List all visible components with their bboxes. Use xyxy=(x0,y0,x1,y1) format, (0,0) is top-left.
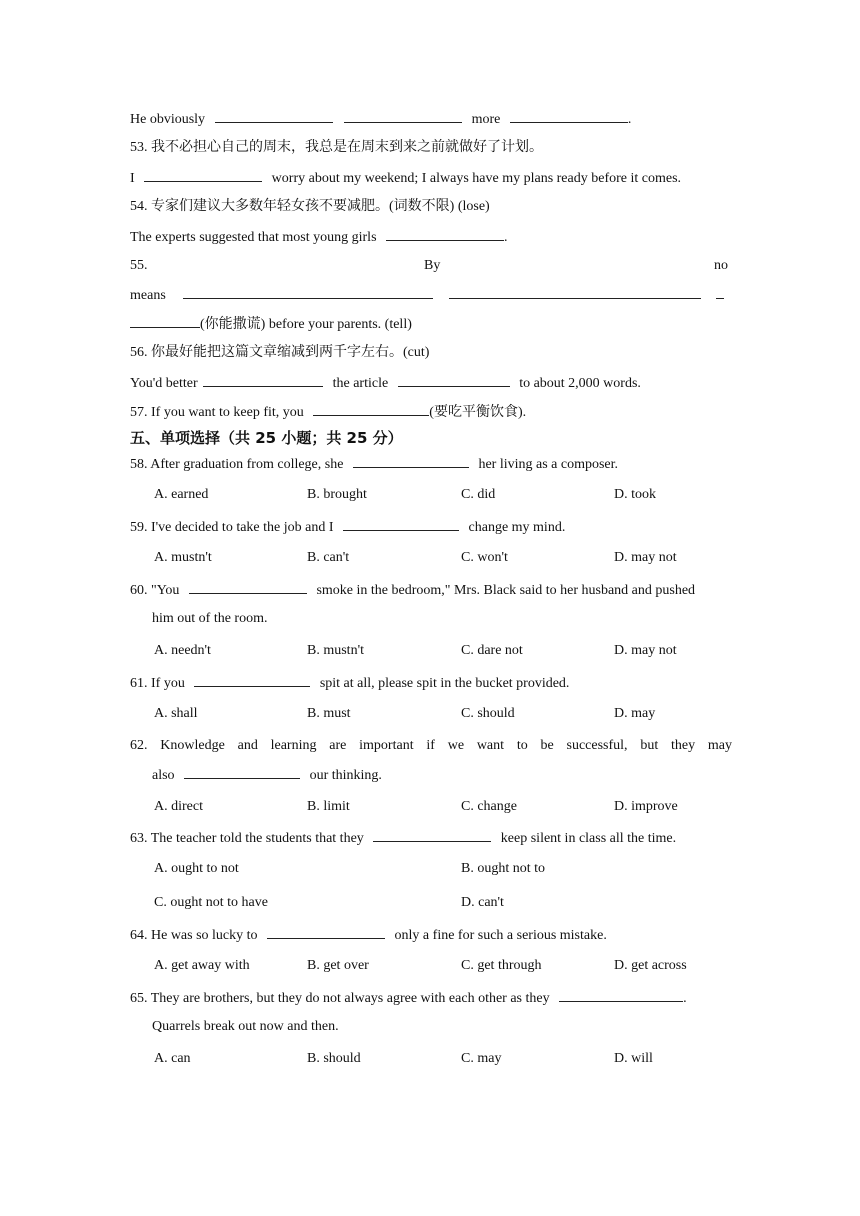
q55-tail: (你能撒谎) before your parents. (tell) xyxy=(200,317,412,332)
q52-text-c: . xyxy=(627,112,632,127)
q57-text-a: 57. If you want to keep fit, you xyxy=(130,405,304,420)
question-60 xyxy=(130,580,695,601)
question-stem: 64. He was so lucky to xyxy=(130,928,258,943)
q57-text-b: (要吃平衡饮食). xyxy=(429,405,527,420)
question-stem-after: smoke in the bedroom," Mrs. Black said to her husband and pushed xyxy=(316,583,696,598)
option-c[interactable]: C. get through xyxy=(461,958,542,973)
option-a[interactable]: A. direct xyxy=(154,799,203,814)
question-58 xyxy=(130,454,618,475)
answer-blank[interactable] xyxy=(215,109,333,123)
option-d[interactable]: D. may not xyxy=(614,550,677,565)
option-a[interactable]: A. needn't xyxy=(154,643,211,658)
option-c[interactable]: C. ought not to have xyxy=(154,895,268,910)
answer-blank[interactable] xyxy=(398,373,510,387)
option-a[interactable]: A. mustn't xyxy=(154,550,212,565)
q57-answer-line xyxy=(130,402,526,423)
option-b[interactable]: B. mustn't xyxy=(307,643,364,658)
question-59 xyxy=(130,517,565,538)
q55-no: no xyxy=(714,258,728,273)
q52-text-b: more xyxy=(471,112,501,127)
answer-blank[interactable] xyxy=(130,314,200,328)
answer-blank[interactable] xyxy=(386,227,504,241)
question-stem-after: keep silent in class all the time. xyxy=(500,831,677,846)
option-d[interactable]: D. improve xyxy=(614,799,678,814)
question-65 xyxy=(130,988,687,1009)
option-d[interactable]: D. may not xyxy=(614,643,677,658)
question-64 xyxy=(130,925,607,946)
question-stem-after: only a fine for such a serious mistake. xyxy=(394,928,607,943)
q55-number: 55. xyxy=(130,258,148,273)
q54-chinese: 54. 专家们建议大多数年轻女孩不要减肥。(词数不限) (lose) xyxy=(130,199,490,214)
q55-means-line xyxy=(130,285,724,306)
option-c[interactable]: C. did xyxy=(461,487,496,502)
answer-blank[interactable] xyxy=(373,828,491,842)
q53-chinese: 53. 我不必担心自己的周末，我总是在周末到来之前就做好了计划。 xyxy=(130,140,543,155)
option-d[interactable]: D. will xyxy=(614,1051,653,1066)
option-c[interactable]: C. should xyxy=(461,706,515,721)
option-b[interactable]: B. can't xyxy=(307,550,350,565)
answer-blank[interactable] xyxy=(267,925,385,939)
section-title: 五、单项选择（共 25 小题；共 25 分） xyxy=(130,429,403,447)
option-d[interactable]: D. took xyxy=(614,487,656,502)
option-a[interactable]: A. ought to not xyxy=(154,861,239,876)
answer-blank[interactable] xyxy=(449,285,701,299)
question-cont-post: our thinking. xyxy=(309,768,382,783)
q55-tail-line xyxy=(130,314,412,335)
option-c[interactable]: C. dare not xyxy=(461,643,523,658)
answer-blank[interactable] xyxy=(559,988,683,1002)
question-65-continued: Quarrels break out now and then. xyxy=(152,1019,339,1034)
answer-blank[interactable] xyxy=(344,109,462,123)
question-stem: 58. After graduation from college, she xyxy=(130,457,344,472)
question-stem: 59. I've decided to take the job and I xyxy=(130,520,334,535)
answer-blank[interactable] xyxy=(203,373,323,387)
option-c[interactable]: C. may xyxy=(461,1051,502,1066)
option-b[interactable]: B. brought xyxy=(307,487,367,502)
question-62: 62. Knowledge and learning are important if we want to be successful, but they may xyxy=(130,738,732,753)
question-cont-pre: also xyxy=(152,768,175,783)
option-c[interactable]: C. change xyxy=(461,799,517,814)
option-c[interactable]: C. won't xyxy=(461,550,508,565)
option-a[interactable]: A. earned xyxy=(154,487,209,502)
answer-blank[interactable] xyxy=(343,517,459,531)
answer-blank[interactable] xyxy=(183,285,433,299)
q56-text-b: the article xyxy=(332,376,389,391)
q53-text-b: worry about my weekend; I always have my plans ready before it comes. xyxy=(271,171,682,186)
option-b[interactable]: B. ought not to xyxy=(461,861,546,876)
q56-text-c: to about 2,000 words. xyxy=(519,376,641,391)
q56-chinese: 56. 你最好能把这篇文章缩减到两千字左右。(cut) xyxy=(130,345,430,360)
question-stem: 63. The teacher told the students that they xyxy=(130,831,364,846)
q55-means: means xyxy=(130,288,166,303)
option-b[interactable]: B. must xyxy=(307,706,351,721)
option-b[interactable]: B. limit xyxy=(307,799,350,814)
answer-blank[interactable] xyxy=(510,109,628,123)
q52-text-a: He obviously xyxy=(130,112,206,127)
answer-blank[interactable] xyxy=(716,285,724,299)
q56-text-a: You'd better xyxy=(130,376,198,391)
option-a[interactable]: A. get away with xyxy=(154,958,250,973)
q52-answer-line xyxy=(130,109,631,130)
question-stem: 60. "You xyxy=(130,583,180,598)
q54-text-b: . xyxy=(504,230,508,245)
answer-blank[interactable] xyxy=(194,673,310,687)
question-stem-after: her living as a composer. xyxy=(478,457,619,472)
question-stem-after: change my mind. xyxy=(468,520,566,535)
answer-blank[interactable] xyxy=(313,402,429,416)
answer-blank[interactable] xyxy=(144,168,262,182)
question-62-continued xyxy=(152,765,382,786)
option-b[interactable]: B. should xyxy=(307,1051,361,1066)
q54-text-a: The experts suggested that most young girls xyxy=(130,230,377,245)
option-d[interactable]: D. get across xyxy=(614,958,687,973)
question-60-continued: him out of the room. xyxy=(152,611,268,626)
option-a[interactable]: A. can xyxy=(154,1051,191,1066)
answer-blank[interactable] xyxy=(189,580,307,594)
q53-text-a: I xyxy=(130,171,135,186)
question-stem-after: . xyxy=(683,991,687,1006)
q55-by: By xyxy=(424,258,441,273)
question-61 xyxy=(130,673,569,694)
question-stem: 65. They are brothers, but they do not always agree with each other as they xyxy=(130,991,550,1006)
option-b[interactable]: B. get over xyxy=(307,958,369,973)
option-d[interactable]: D. can't xyxy=(461,895,504,910)
answer-blank[interactable] xyxy=(353,454,469,468)
q56-answer-line xyxy=(130,373,641,394)
question-stem: 61. If you xyxy=(130,676,185,691)
question-stem-after: spit at all, please spit in the bucket provided. xyxy=(319,676,570,691)
option-d[interactable]: D. may xyxy=(614,706,656,721)
q54-answer-line xyxy=(130,227,508,248)
q53-answer-line xyxy=(130,168,681,189)
answer-blank[interactable] xyxy=(184,765,300,779)
question-63 xyxy=(130,828,676,849)
option-a[interactable]: A. shall xyxy=(154,706,198,721)
